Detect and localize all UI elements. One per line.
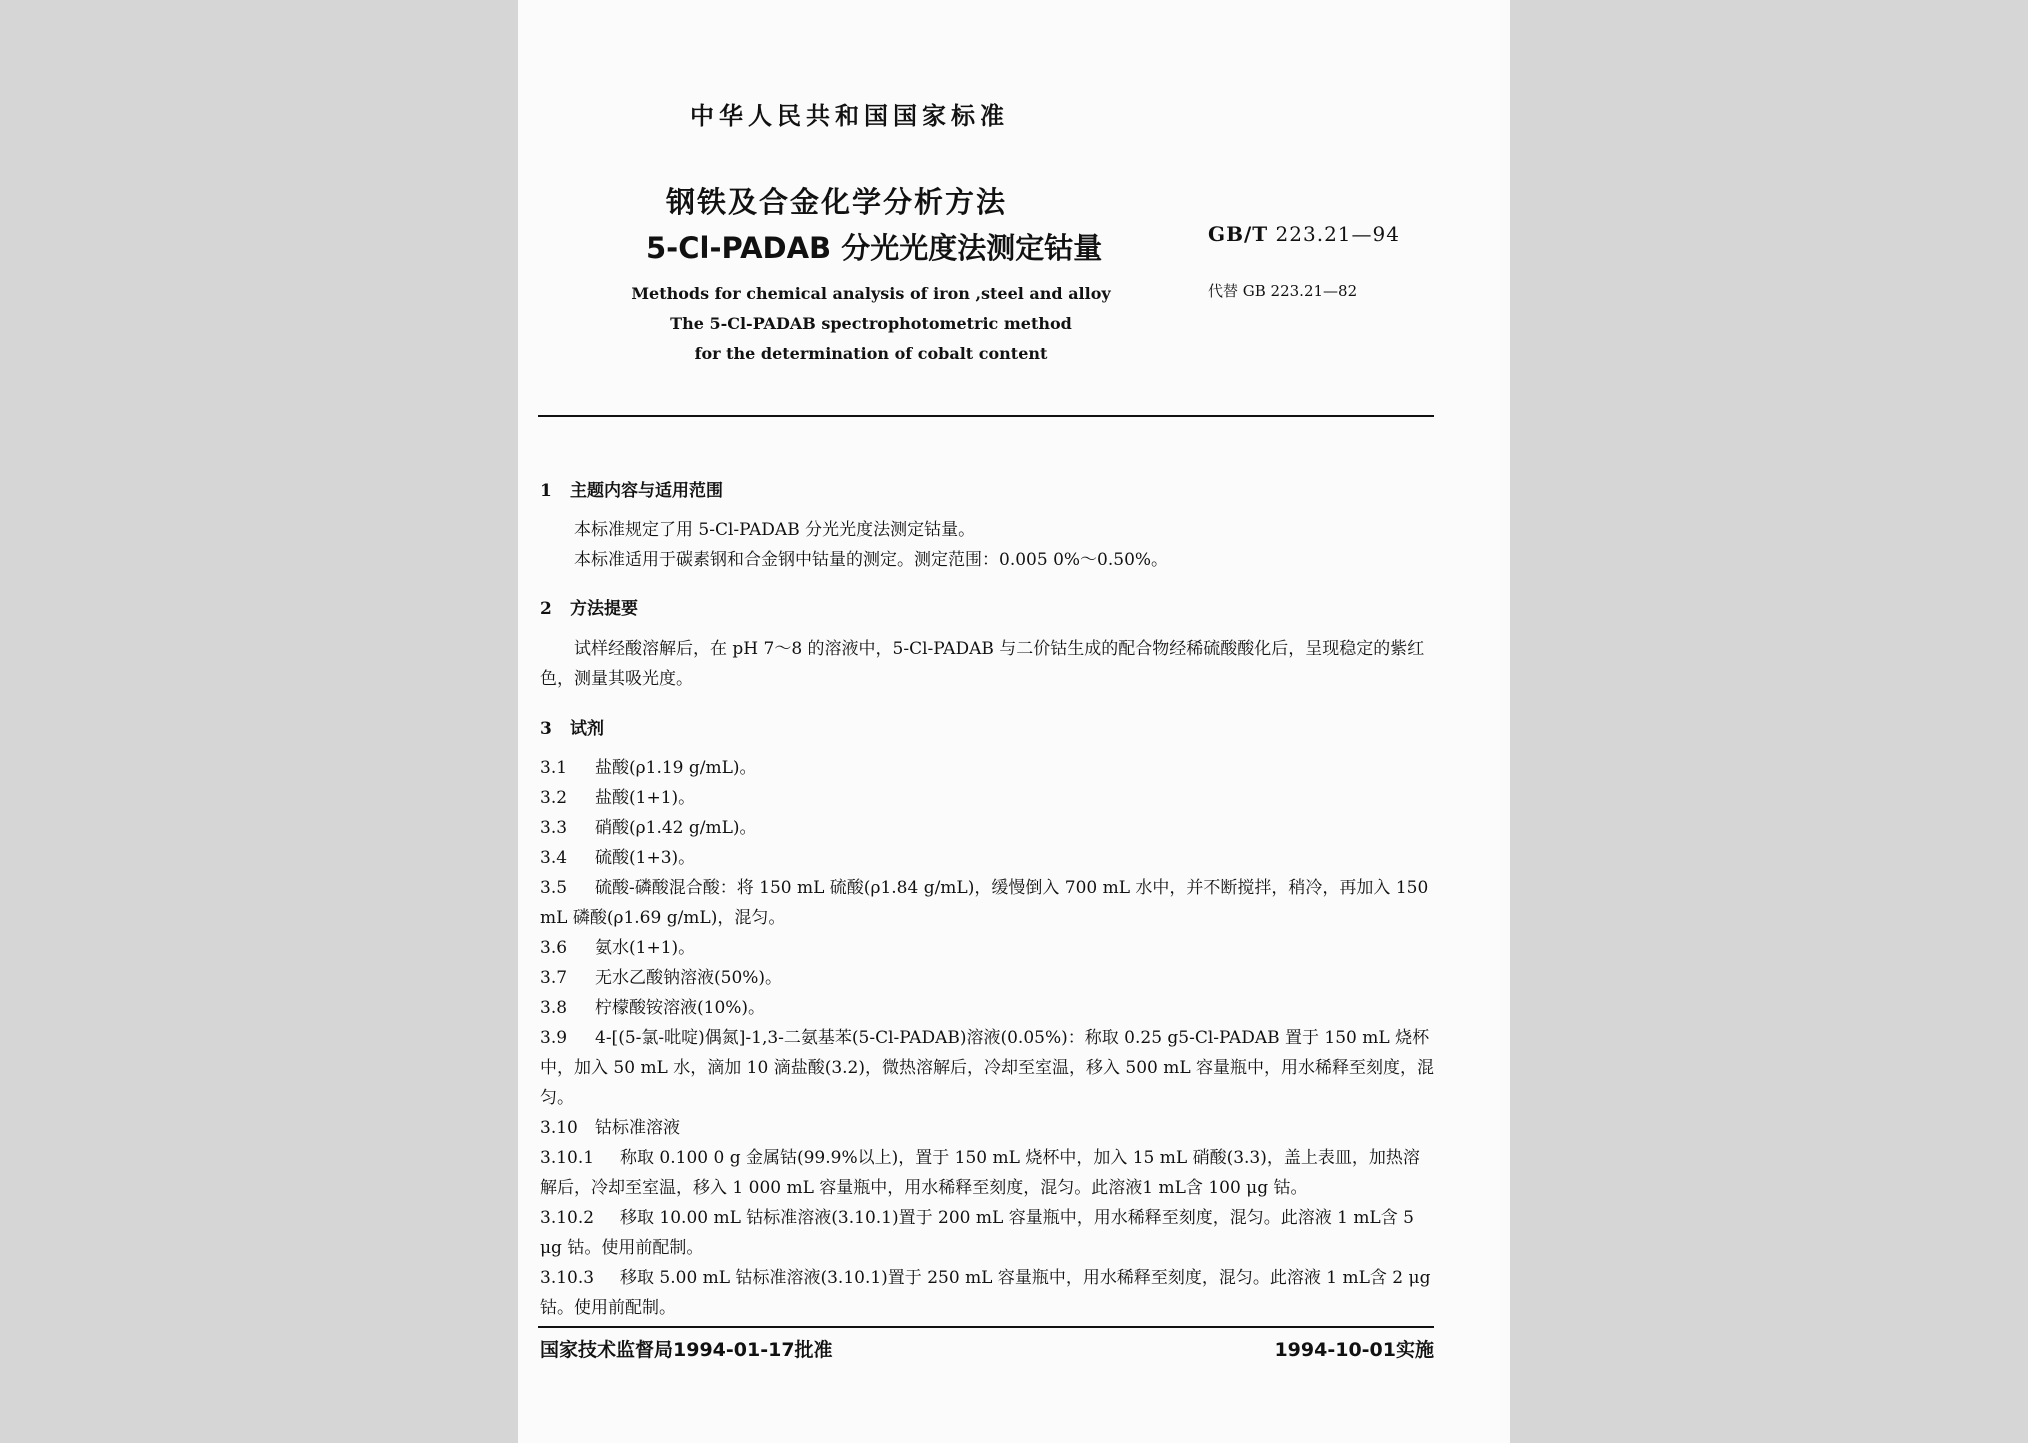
replaces-standard: 代替 GB 223.21—82 <box>1208 282 1358 300</box>
reagent-text: 移取 10.00 mL 钴标准溶液(3.10.1)置于 200 mL 容量瓶中，用水稀释至刻度，混匀。此溶液 1 mL含 5 μg 钴。使用前配制。 <box>540 1208 1414 1258</box>
reagent-text: 盐酸(1+1)。 <box>595 788 696 808</box>
section-2-title: 方法提要 <box>570 599 638 619</box>
section-1-heading <box>540 476 723 501</box>
reagent-item <box>540 1143 1436 1203</box>
section-3-heading <box>540 714 604 739</box>
reagent-item <box>540 1023 1436 1113</box>
section-2-heading <box>540 594 638 619</box>
reagent-text: 无水乙酸钠溶液(50%)。 <box>595 968 783 988</box>
reagent-item <box>540 843 1436 873</box>
title-en-line2: The 5-Cl-PADAB spectrophotometric method <box>670 314 1072 333</box>
title-en-line1: Methods for chemical analysis of iron ,steel and alloy <box>631 284 1111 303</box>
reagent-item <box>540 1113 1436 1143</box>
reagent-number: 3.10.2 <box>540 1208 595 1228</box>
section-1-title: 主题内容与适用范围 <box>570 481 723 501</box>
footer-divider <box>538 1326 1434 1328</box>
title-cn-line1: 钢铁及合金化学分析方法 <box>666 185 1008 219</box>
reagent-number: 3.5 <box>540 878 568 898</box>
section-1-para-2: 本标准适用于碳素钢和合金钢中钴量的测定。测定范围：0.005 0%～0.50%。 <box>574 550 1169 570</box>
reagent-item <box>540 933 1436 963</box>
reagent-text: 移取 5.00 mL 钴标准溶液(3.10.1)置于 250 mL 容量瓶中，用水稀释至刻度，混匀。此溶液 1 mL含 2 μg 钴。使用前配制。 <box>540 1268 1431 1318</box>
reagent-number: 3.2 <box>540 788 568 808</box>
reagent-number: 3.10.3 <box>540 1268 595 1288</box>
header-divider <box>538 415 1434 417</box>
reagent-text: 4-[(5-氯-吡啶)偶氮]-1,3-二氨基苯(5-Cl-PADAB)溶液(0.05%)：称取 0.25 g5-Cl-PADAB 置于 150 mL 烧杯中，加入 50 mL 水，滴加 10 滴盐酸(3.2)，微热溶解后，冷却至室温，移入 500 mL 容量瓶中，用水稀释至刻度，混匀。 <box>540 1028 1435 1108</box>
reagent-text: 盐酸(ρ1.19 g/mL)。 <box>595 758 757 778</box>
implementation-line: 1994-10-01实施 <box>1274 1339 1434 1361</box>
reagent-item <box>540 783 1436 813</box>
reagent-text: 钴标准溶液 <box>595 1118 680 1138</box>
standard-code-prefix: GB/T <box>1208 222 1269 246</box>
reagent-number: 3.10.1 <box>540 1148 595 1168</box>
reagent-text: 氨水(1+1)。 <box>595 938 696 958</box>
reagent-number: 3.8 <box>540 998 568 1018</box>
section-2-number: 2 <box>540 599 552 619</box>
reagent-number: 3.9 <box>540 1028 568 1048</box>
title-en-line3: for the determination of cobalt content <box>694 344 1048 363</box>
section-1-para-1: 本标准规定了用 5-Cl-PADAB 分光光度法测定钴量。 <box>574 520 976 540</box>
title-cn-line2: 5-Cl-PADAB 分光光度法测定钴量 <box>646 231 1103 265</box>
reagent-item <box>540 963 1436 993</box>
reagent-text: 柠檬酸铵溶液(10%)。 <box>595 998 766 1018</box>
document-page <box>518 0 1510 1443</box>
reagent-number: 3.3 <box>540 818 568 838</box>
reagent-number: 3.7 <box>540 968 568 988</box>
standard-code-number: 223.21—94 <box>1275 222 1400 246</box>
reagent-number: 3.6 <box>540 938 568 958</box>
reagent-item <box>540 1203 1436 1263</box>
standard-code <box>1208 222 1400 246</box>
reagent-number: 3.4 <box>540 848 568 868</box>
section-3-number: 3 <box>540 719 552 739</box>
section-2-para: 试样经酸溶解后，在 pH 7～8 的溶液中，5-Cl-PADAB 与二价钴生成的配合物经稀硫酸酸化后，呈现稳定的紫红色，测量其吸光度。 <box>540 639 1425 689</box>
reagent-text: 硝酸(ρ1.42 g/mL)。 <box>595 818 757 838</box>
reagent-item <box>540 753 1436 783</box>
reagent-text: 硫酸-磷酸混合酸：将 150 mL 硫酸(ρ1.84 g/mL)，缓慢倒入 700 mL 水中，并不断搅拌，稍冷，再加入 150 mL 磷酸(ρ1.69 g/mL)，混匀。 <box>540 878 1429 928</box>
reagent-number: 3.10 <box>540 1118 578 1138</box>
national-standard-heading: 中华人民共和国国家标准 <box>690 102 1009 130</box>
reagent-item <box>540 813 1436 843</box>
section-1-number: 1 <box>540 481 552 501</box>
reagent-item <box>540 1263 1436 1323</box>
reagent-item <box>540 873 1436 933</box>
section-3-title: 试剂 <box>570 719 604 739</box>
reagent-text: 硫酸(1+3)。 <box>595 848 696 868</box>
reagent-item <box>540 993 1436 1023</box>
reagent-number: 3.1 <box>540 758 568 778</box>
approval-line: 国家技术监督局1994-01-17批准 <box>540 1339 833 1361</box>
reagent-text: 称取 0.100 0 g 金属钴(99.9%以上)，置于 150 mL 烧杯中，加入 15 mL 硝酸(3.3)，盖上表皿，加热溶解后，冷却至室温，移入 1 000 mL 容量瓶中，用水稀释至刻度，混匀。此溶液1 mL含 100 μg 钴。 <box>540 1148 1420 1198</box>
